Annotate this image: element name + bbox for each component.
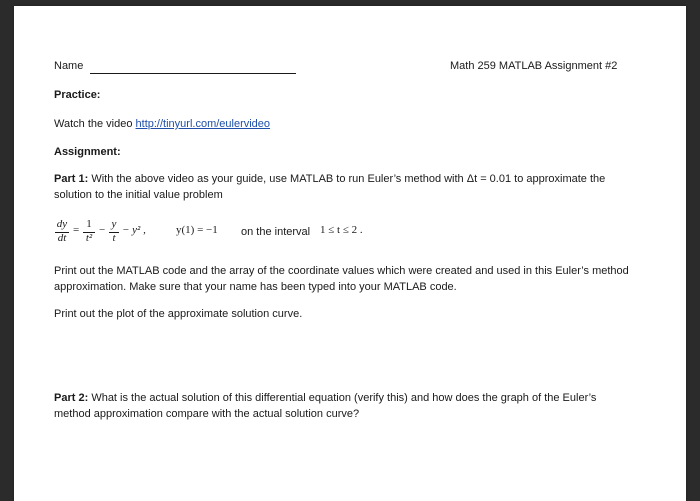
instructions-paragraph	[54, 263, 684, 295]
eq-minus: −	[99, 224, 106, 236]
part1-line1	[54, 171, 654, 187]
eq-dy: dy	[56, 218, 68, 230]
plot-instruction: Print out the plot of the approximate solution curve.	[54, 308, 303, 320]
course-title: Math 259 MATLAB Assignment #2	[450, 60, 618, 72]
eq-equals: =	[73, 224, 80, 236]
part1-text-line2: solution to the initial value problem	[54, 189, 223, 201]
eq-interval: 1 ≤ t ≤ 2 .	[320, 224, 363, 236]
part2-paragraph	[54, 390, 674, 422]
part2-text-line1: What is the actual solution of this differential equation (verify this) and how does the graph of the Euler’s	[91, 392, 597, 404]
part1-paragraph	[54, 171, 654, 203]
name-label: Name	[54, 60, 84, 72]
assignment-heading: Assignment:	[54, 146, 121, 158]
eq-y: y	[111, 218, 117, 230]
name-blank-line	[90, 73, 296, 74]
eq-t-squared: t²	[85, 232, 93, 244]
eq-interval-text: on the interval	[241, 226, 311, 238]
eq-t: t	[112, 232, 116, 244]
practice-intro-text: Watch the video	[54, 118, 133, 130]
part2-text-line2: method approximation compare with the actual solution curve?	[54, 408, 360, 420]
part1-label: Part 1:	[54, 173, 89, 185]
instructions-line1: Print out the MATLAB code and the array of the coordinate values which were created and used in this Euler’s method	[54, 265, 629, 277]
eq-initial-condition: y(1) = −1	[176, 224, 218, 236]
eq-rest: − y² ,	[122, 224, 146, 236]
instructions-line2: approximation. Make sure that your name has been typed into your MATLAB code.	[54, 281, 457, 293]
document-page	[14, 6, 686, 501]
video-link[interactable]: http://tinyurl.com/eulervideo	[135, 118, 271, 130]
part1-text-line1: With the above video as your guide, use MATLAB to run Euler’s method with Δt = 0.01 to approximate the	[91, 173, 606, 185]
practice-intro	[54, 116, 270, 132]
practice-heading: Practice:	[54, 89, 101, 101]
part2-label: Part 2:	[54, 392, 89, 404]
eq-dt: dt	[57, 232, 67, 244]
part2-line1	[54, 390, 674, 406]
eq-one: 1	[86, 218, 92, 230]
